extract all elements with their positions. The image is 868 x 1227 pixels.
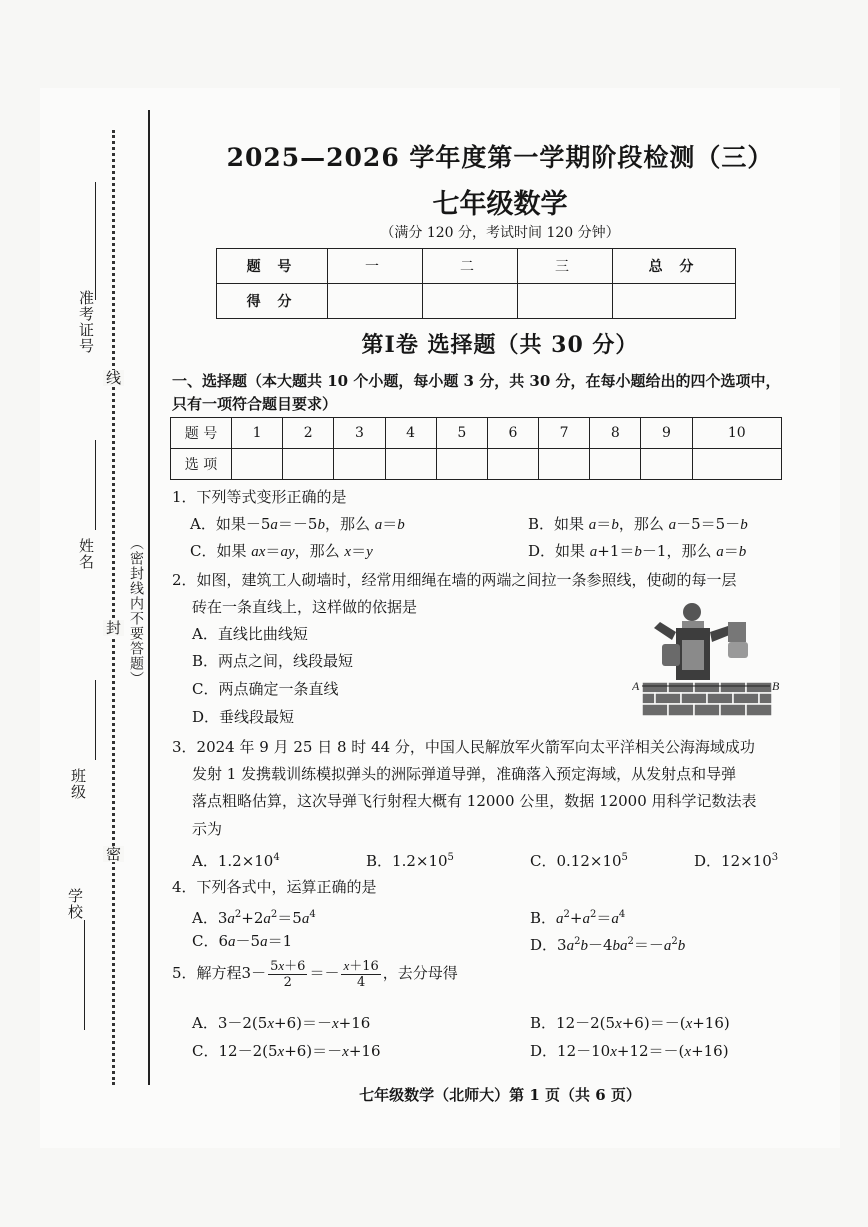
q2-stem-line1: 2．如图，建筑工人砌墙时，经常用细绳在墙的两端之间拉一条参照线，使砌的每一层 [172, 571, 737, 589]
answer-number: 2 [283, 418, 334, 449]
q3-option-b: B．$1.2\times 10^5$ [366, 852, 454, 870]
answer-cell[interactable] [436, 449, 487, 480]
figure-label-a: A [632, 679, 640, 693]
q1-option-c: C．如果 ax＝ay，那么 x＝y [190, 542, 373, 560]
q5-option-d: D．12－10x+12＝－(x+16) [530, 1042, 729, 1060]
q5-option-b: B．12－2(5x+6)＝－(x+16) [530, 1014, 730, 1032]
score-cell[interactable] [423, 284, 518, 319]
class-label: 班级 [69, 768, 87, 800]
answer-number: 8 [590, 418, 641, 449]
q4-option-b: B．$a^2+a^2=a^4$ [530, 909, 626, 927]
q5-stem: 5．解方程3－ $\frac{5x+6}{2}$ ＝－ $\frac{x+16}{4}$ ，去分母得 [172, 958, 458, 990]
answer-number: 10 [692, 418, 781, 449]
answer-cell[interactable] [232, 449, 283, 480]
score-table [216, 248, 736, 319]
q2-stem-line2: 砖在一条直线上，这样做的依据是 [192, 598, 418, 616]
answer-cell[interactable] [334, 449, 385, 480]
subject-title: 七年级数学 [432, 189, 568, 220]
answer-cell[interactable] [641, 449, 692, 480]
score-header-cell: 总 分 [613, 249, 736, 284]
score-cell[interactable] [613, 284, 736, 319]
section-title: 第Ⅰ卷 选择题（共 30 分） [361, 332, 639, 358]
fraction: $\frac{5x+6}{2}$ [270, 958, 306, 990]
q3-stem-line3: 落点粗略估算，这次导弹飞行射程大概有 12000 公里，数据 12000 用科学记数法表 [192, 792, 757, 810]
margin-rule [148, 110, 150, 1085]
school-underline [84, 920, 85, 1030]
exam-title: 2025—2026 学年度第一学期阶段检测（三） [226, 143, 774, 172]
answer-number: 6 [487, 418, 538, 449]
answer-row-label: 题 号 [171, 418, 232, 449]
q5-option-a: A．3－2(5x+6)＝－x+16 [192, 1014, 371, 1032]
score-header-cell: 题 号 [217, 249, 328, 284]
seal-notice: （密封线内不要答题） [128, 536, 144, 686]
answer-cell[interactable] [539, 449, 590, 480]
school-label: 学校 [66, 888, 84, 920]
seal-seal-char: 封 [104, 620, 122, 636]
answer-number: 7 [539, 418, 590, 449]
score-cell[interactable] [328, 284, 423, 319]
seal-mi-char: 密 [104, 846, 122, 862]
q3-option-d: D．$12\times 10^3$ [694, 852, 779, 870]
q2-option-a: A．直线比曲线短 [192, 625, 308, 643]
fraction: $\frac{x+16}{4}$ [343, 958, 379, 990]
page-footer: 七年级数学（北师大）第 1 页（共 6 页） [359, 1086, 641, 1104]
q1-option-a: A．如果－5a＝－5b，那么 a＝b [190, 515, 405, 533]
score-header-cell: 一 [328, 249, 423, 284]
name-underline [95, 440, 96, 530]
answer-table [170, 417, 782, 480]
q1-option-d: D．如果 a+1＝b－1，那么 a＝b [528, 542, 747, 560]
answer-number: 1 [232, 418, 283, 449]
q3-option-c: C．$0.12\times 10^5$ [530, 852, 628, 870]
q3-stem-line4: 示为 [192, 820, 223, 838]
q3-option-a: A．$1.2\times 10^4$ [192, 852, 280, 870]
q5-stem-suffix: ，去分母得 [382, 964, 458, 982]
q5-stem-prefix: 5．解方程 [172, 964, 242, 982]
q4-option-a: A．$3a^2+2a^2=5a^4$ [192, 909, 316, 927]
name-label: 姓名 [77, 538, 95, 570]
q2-option-c: C．两点确定一条直线 [192, 680, 339, 698]
q3-stem-line2: 发射 1 发携载训练模拟弹头的洲际弹道导弹，准确落入预定海域，从发射点和导弹 [192, 765, 737, 783]
exam-id-label: 准考证号 [77, 290, 95, 354]
answer-number: 5 [436, 418, 487, 449]
section-instruction: 一、选择题（本大题共 10 个小题，每小题 3 分，共 30 分，在每小题给出的四个选项中，只有一项符合题目要求） [172, 372, 781, 413]
score-row-label: 得 分 [217, 284, 328, 319]
answer-number: 9 [641, 418, 692, 449]
exam-note: （满分 120 分，考试时间 120 分钟） [380, 225, 620, 241]
answer-number: 3 [334, 418, 385, 449]
q1-option-b: B．如果 a＝b，那么 a－5＝5－b [528, 515, 748, 533]
answer-number: 4 [385, 418, 436, 449]
answer-cell[interactable] [283, 449, 334, 480]
score-header-cell: 二 [423, 249, 518, 284]
q2-option-b: B．两点之间，线段最短 [192, 652, 354, 670]
seal-dotted-line [112, 130, 115, 1085]
q4-option-d: D．$3a^2b-4ba^2=-a^2b$ [530, 936, 686, 954]
q5-option-c: C．12－2(5x+6)＝－x+16 [192, 1042, 381, 1060]
seal-line-char: 线 [104, 370, 122, 386]
score-header-cell: 三 [518, 249, 613, 284]
score-cell[interactable] [518, 284, 613, 319]
q1-stem: 1．下列等式变形正确的是 [172, 488, 347, 506]
class-underline [95, 680, 96, 760]
exam-id-underline [95, 182, 96, 300]
q3-stem-line1: 3．2024 年 9 月 25 日 8 时 44 分，中国人民解放军火箭军向太平洋相关公海海域成功 [172, 738, 755, 756]
answer-cell[interactable] [487, 449, 538, 480]
bricklayer-figure [632, 600, 780, 718]
q2-option-d: D．垂线段最短 [192, 708, 295, 726]
q4-stem: 4．下列各式中，运算正确的是 [172, 878, 377, 896]
answer-cell[interactable] [590, 449, 641, 480]
answer-cell[interactable] [385, 449, 436, 480]
figure-label-b: B [772, 679, 780, 693]
answer-cell[interactable] [692, 449, 781, 480]
answer-row-label: 选 项 [171, 449, 232, 480]
q4-option-c: C．6a－5a＝1 [192, 932, 293, 950]
